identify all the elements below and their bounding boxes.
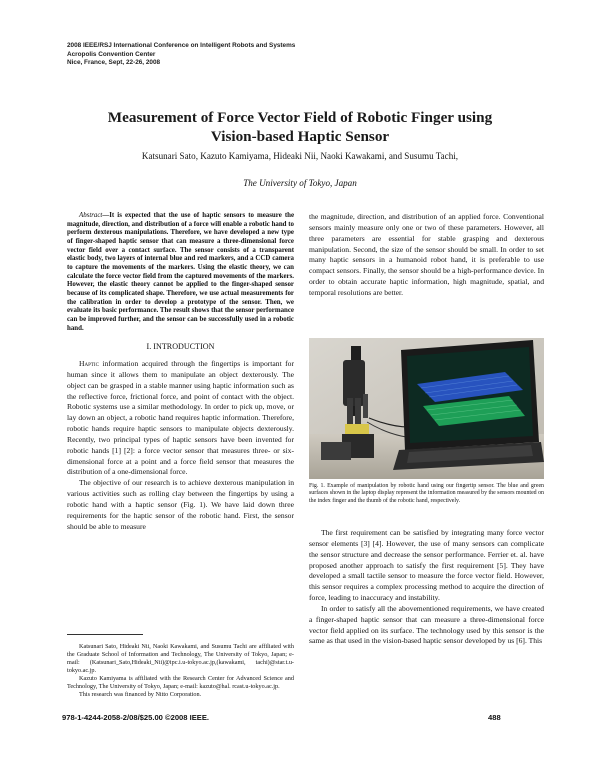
- footnote-funding: This research was financed by Nitto Corporation.: [79, 691, 202, 698]
- intro-paragraph-2: The objective of our research is to achieve dexterous manipulation in various activities such as rolling clay between the fingertips by using a robotic hand with a haptic sensor (Fig. 1). We have laid down three requirements for the haptic sensor of the robotic hand. First, the sensor should be able to measure: [67, 478, 294, 531]
- conference-name: 2008 IEEE/RSJ International Conference on Intelligent Robots and Systems: [67, 42, 296, 49]
- footnote-affiliation-1: Katsunari Sato, Hideaki Nii, Naoki Kawakami, and Susumu Tachi are affiliated with the Graduate School of Information and Technology, The University of Tokyo, Japan; e-mail: (Katsunari_Sato,Hideaki_Nii)@ipc.i.u-tokyo.ac.jp,(kawakami, tachi)@star.t.u-tokyo.ac.jp.: [67, 643, 294, 674]
- intro-paragraph-1-text: information acquired through the fingertips is important for human since it allows them to manipulate an object dexterously. The object can be grasped in a stable manner using haptic information such as the reflective force, frictional force, and point of contact with the object. Robotic systems use a similar methodology. In order to pick up, move, or lay down an object, a robotic hand requires haptic information. Therefore, robotic hands require haptic sensors to manipulate objects dexterously. Recently, two principal types of haptic sensors have been invented for robotic hands [1] [2]: a force vector sensor that measures three- or six-dimensional force at a point and a force field sensor that measures the distribution of a one-dimensional force.: [67, 359, 294, 477]
- right-paragraph-requirements: The first requirement can be satisfied by integrating many force vector sensor elements [3] [4]. However, the use of many sensors can complicate the sensor structure and decrease the sensor performance. Ferrier et. al. have proposed another approach to satisfy the first requirement [5]. They have developed a small tactile sensor to measure the force vector field. However, this sensor requires a complex processing method to acquire the direction of force, leading to inaccuracy and instability.: [309, 528, 544, 603]
- robot-hand-laptop-photo: [309, 338, 544, 479]
- section-title-initial: I: [153, 342, 156, 352]
- right-column-top: [309, 212, 544, 299]
- intro-lead-word: Haptic: [79, 359, 99, 369]
- figure-1-caption: Fig. 1. Example of manipulation by robotic hand using our fingertip sensor. The blue and green surfaces shown in the laptop display represent the information measured by the sensors mounted on the index finger and the thumb of the robotic hand, respectively.: [309, 483, 544, 504]
- conference-date: Nice, France, Sept, 22-26, 2008: [67, 59, 161, 67]
- conference-header: [67, 42, 295, 68]
- section-number: I.: [146, 342, 152, 352]
- footnotes: [67, 643, 294, 699]
- section-title-rest: NTRODUCTION: [156, 342, 215, 352]
- affiliation: The University of Tokyo, Japan: [243, 178, 357, 188]
- figure-1-photo: [309, 338, 544, 479]
- left-column: [67, 212, 294, 533]
- page-number: 488: [488, 713, 501, 722]
- conference-venue: Acropolis Convention Center: [67, 50, 156, 58]
- laptop: [393, 340, 544, 470]
- intro-paragraph-1: [67, 359, 294, 478]
- abstract: [67, 212, 294, 333]
- section-heading-introduction: [67, 342, 294, 353]
- abstract-label: Abstract: [79, 212, 103, 219]
- author-list: Katsunari Sato, Kazuto Kamiyama, Hideaki Nii, Naoki Kawakami, and Susumu Tachi,: [141, 151, 459, 161]
- right-paragraph-continuation: the magnitude, direction, and distribution of an applied force. Conventional sensors mainly measure only one or two of these parameters. However, all three parameters are essential for stable grasping and dexterous manipulation. Second, the size of the sensor should be small. In order to set many haptic sensors in a humanoid robot hand, it is preferable to use compact sensors. Finally, the sensor should be a high-performance device. In order to obtain accurate haptic information, high magnitude, spatial, and temporal resolutions are better.: [309, 212, 544, 297]
- abstract-text: —It is expected that the use of haptic sensors to measure the magnitude, direction, and distribution of a force will enable a robotic hand to perform dexterous manipulations. Therefore, we have developed a new type of finger-shaped haptic sensor that can measure a three-dimensional force vector field over a contact surface. The sensor consists of a transparent elastic body, two layers of internal blue and red markers, and a CCD camera to capture the movements of the markers. Using the elastic theory, we can calculate the force vector field from the captured movements of the markers. However, the elastic theory cannot be applied to the finger-shaped sensor because of its complicated shape. Therefore, we use actual measurements for the calibration in order to develop a prototype of the sensor. Then, we evaluate its basic performance. The result shows that the sensor performance can be improved further, and the sensor can be successfully used in a robotic hand.: [67, 212, 294, 332]
- isbn-copyright: 978-1-4244-2058-2/08/$25.00 ©2008 IEEE.: [62, 713, 210, 722]
- title-line-1: Measurement of Force Vector Field of Robotic Finger using: [107, 109, 493, 126]
- title-line-2: Vision-based Haptic Sensor: [210, 128, 390, 145]
- right-paragraph-proposal: In order to satisfy all the abovementioned requirements, we have created a finger-shaped haptic sensor that can measure a three-dimensional force vector field applied on its surface. The technology used by this sensor is the same as that used in the vision-based haptic sensor developed by us [6]. This: [309, 603, 544, 646]
- right-column-bottom: [309, 528, 544, 647]
- footnote-affiliation-2: Kazuto Kamiyama is affiliated with the Research Center for Advanced Science and Technology, The University of Tokyo, Japan; e-mail: kazuto@hal. rcast.u-tokyo.ac.jp.: [67, 675, 294, 690]
- footnote-rule: [67, 634, 143, 635]
- paper-title: [60, 108, 540, 146]
